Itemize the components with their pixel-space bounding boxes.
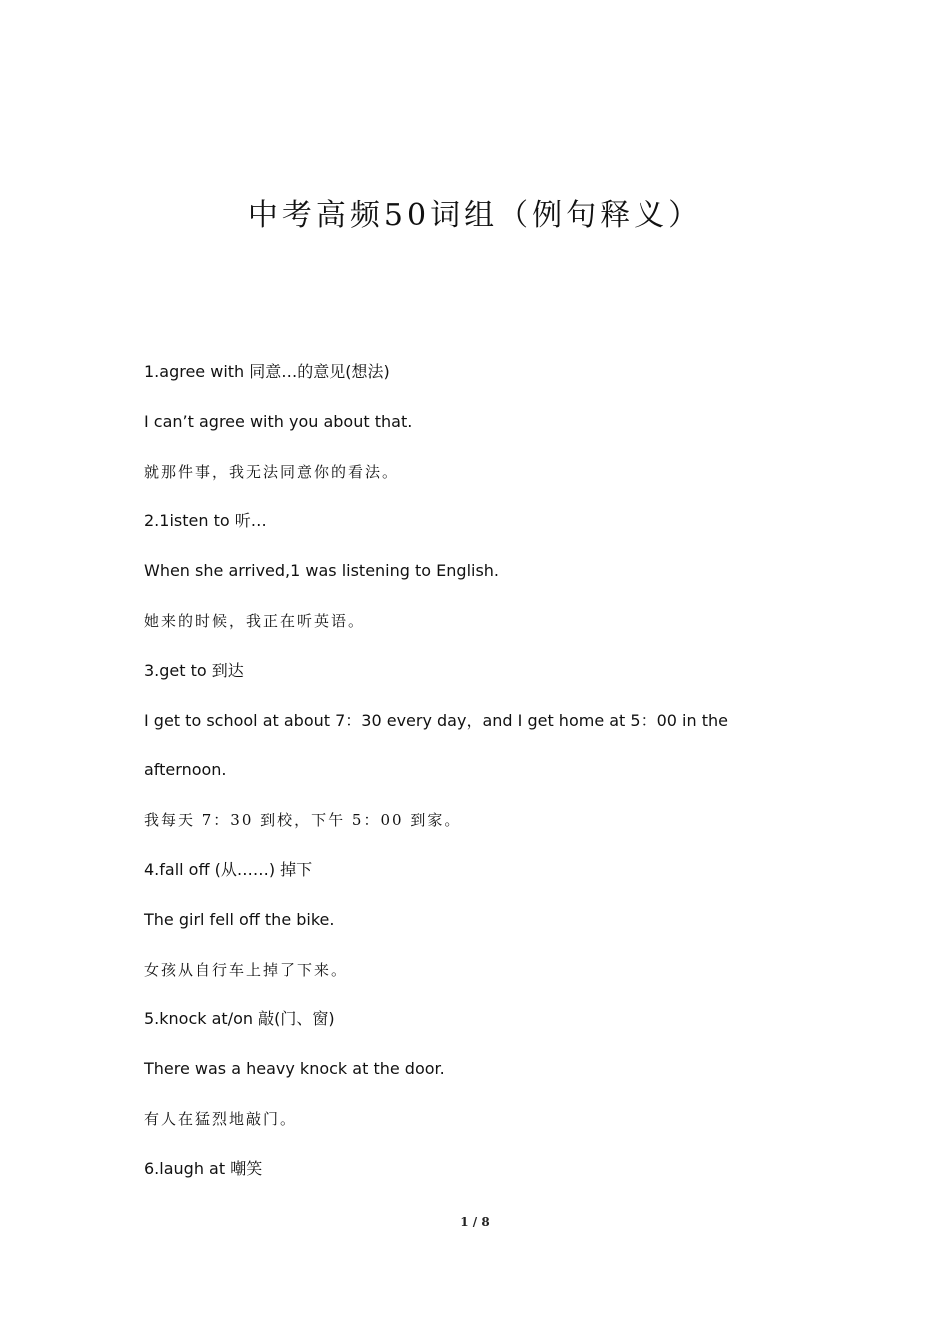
example-translation-cn: 她来的时候，我正在听英语。 xyxy=(144,611,366,630)
phrase-list xyxy=(144,355,824,1202)
example-translation-cn: 有人在猛烈地敲门。 xyxy=(144,1109,298,1128)
phrase-heading: 3.get to 到达 xyxy=(144,660,244,680)
example-translation-cn: 就那件事，我无法同意你的看法。 xyxy=(144,462,400,481)
example-translation-cn: 我每天 7：30 到校，下午 5：00 到家。 xyxy=(144,811,462,830)
example-translation-cn: 女孩从自行车上掉了下来。 xyxy=(144,960,349,979)
example-sentence-en: There was a heavy knock at the door. xyxy=(144,1059,445,1079)
example-sentence-en: The girl fell off the bike. xyxy=(144,909,335,929)
phrase-heading: 1.agree with 同意…的意见(想法) xyxy=(144,362,390,381)
phrase-heading: 6.laugh at 嘲笑 xyxy=(144,1158,263,1178)
phrase-heading: 2.1isten to 听… xyxy=(144,511,267,531)
phrase-heading: 5.knock at/on 敲(门、窗) xyxy=(144,1009,335,1029)
example-sentence-en: I can’t agree with you about that. xyxy=(144,411,413,431)
phrase-heading: 4.fall off (从……) 掉下 xyxy=(144,859,313,879)
document-title: 中考高频50词组（例句释义） xyxy=(247,198,703,233)
example-sentence-en-continued: afternoon. xyxy=(144,760,227,780)
example-sentence-en: When she arrived,1 was listening to English. xyxy=(144,561,500,581)
page-number: 1 / 8 xyxy=(460,1215,490,1229)
example-sentence-en: I get to school at about 7：30 every day，and I get home at 5：00 in the xyxy=(144,710,728,730)
